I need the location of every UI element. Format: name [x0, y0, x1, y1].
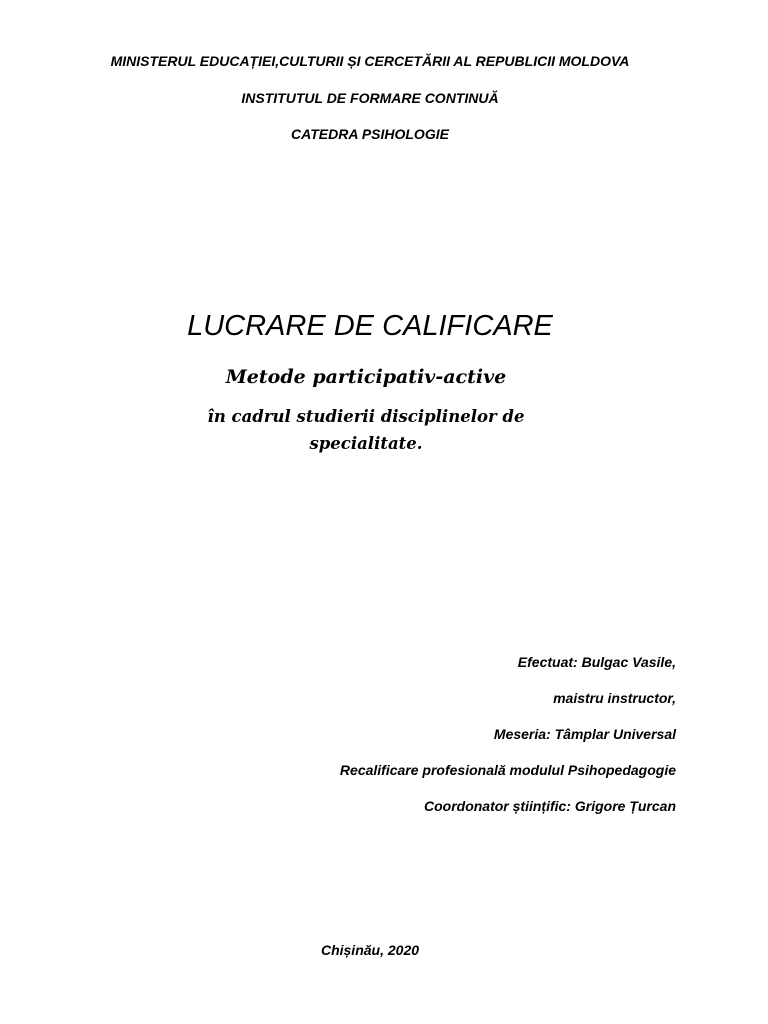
ministry-heading: MINISTERUL EDUCAȚIEI,CULTURII ȘI CERCETĂRII AL REPUBLICII MOLDOVA	[110, 53, 630, 69]
trade-line: Meseria: Tâmplar Universal	[493, 726, 676, 742]
requalification-line: Recalificare profesională modulul Psihopedagogie	[339, 762, 676, 778]
document-subtitle: Metode participativ-active	[225, 366, 507, 388]
place-date-footer: Chișinău, 2020	[320, 942, 420, 958]
author-line: Efectuat: Bulgac Vasile,	[517, 654, 676, 670]
document-subtitle-line-2: în cadrul studierii disciplinelor de	[207, 407, 525, 426]
coordinator-line: Coordonator științific: Grigore Țurcan	[423, 798, 676, 814]
institute-heading: INSTITUTUL DE FORMARE CONTINUĂ	[241, 90, 499, 106]
department-heading: CATEDRA PSIHOLOGIE	[291, 126, 449, 142]
document-title: LUCRARE DE CALIFICARE	[187, 310, 553, 342]
author-position-line: maistru instructor,	[553, 690, 676, 706]
document-subtitle-line-3: specialitate.	[309, 434, 423, 453]
